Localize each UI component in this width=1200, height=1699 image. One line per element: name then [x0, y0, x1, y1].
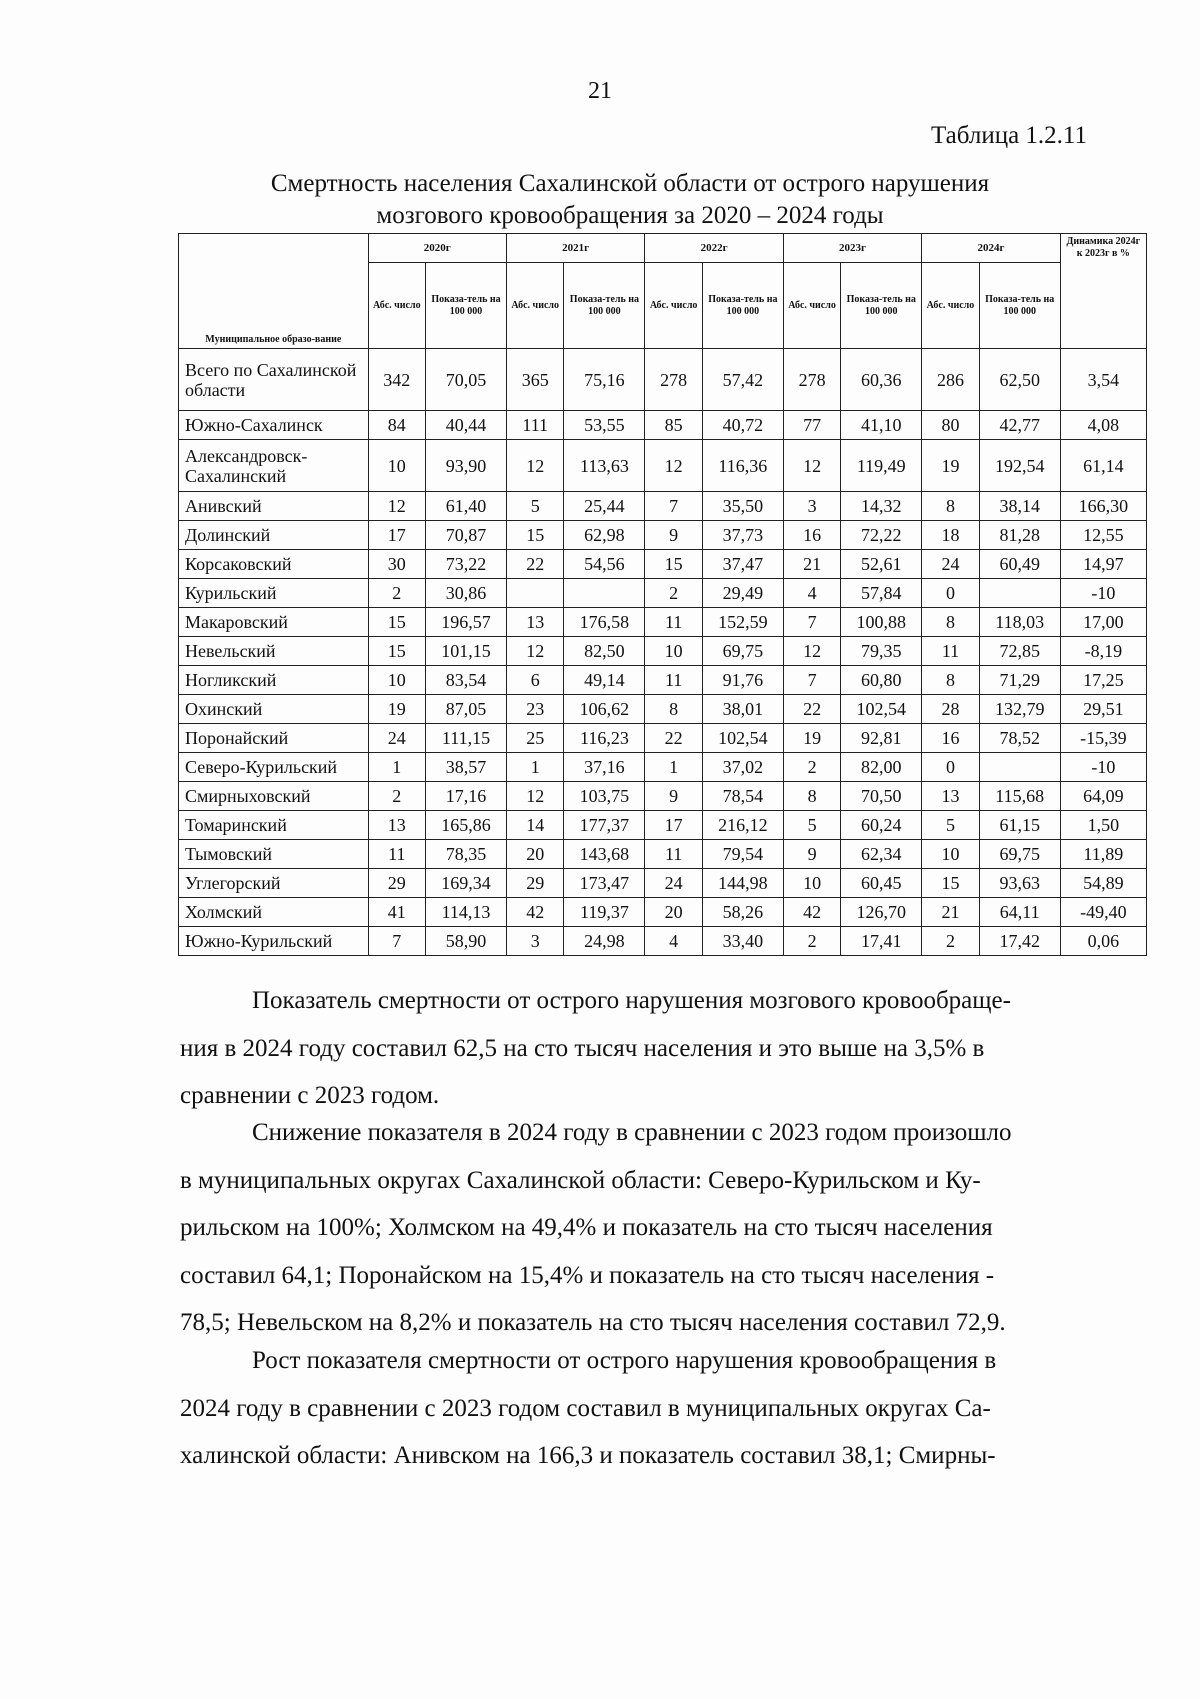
table-cell: 82,50 [564, 637, 645, 666]
municipality-name: Ногликский [179, 666, 369, 695]
table-cell: 11 [645, 666, 703, 695]
table-cell: 42 [506, 898, 564, 927]
table-cell: 38,57 [426, 753, 507, 782]
table-cell: 49,14 [564, 666, 645, 695]
table-cell: 2 [368, 782, 426, 811]
paragraph-line: сравнении с 2023 годом. [180, 1082, 440, 1109]
table-cell: 4,08 [1060, 411, 1146, 440]
table-cell: 111 [506, 411, 564, 440]
table-cell: 85 [645, 411, 703, 440]
table-cell: 15 [368, 637, 426, 666]
table-cell: 24 [368, 724, 426, 753]
table-title [180, 168, 1080, 232]
municipality-name: Поронайский [179, 724, 369, 753]
table-cell: 118,03 [979, 608, 1060, 637]
table-cell: 61,40 [426, 492, 507, 521]
table-cell: 278 [645, 349, 703, 411]
table-cell: 7 [783, 608, 841, 637]
table-cell: 2 [368, 579, 426, 608]
table-cell: 12 [645, 440, 703, 492]
table-cell: -10 [1060, 753, 1146, 782]
table-cell: 22 [506, 550, 564, 579]
table-cell: 84 [368, 411, 426, 440]
table-cell: 12 [783, 440, 841, 492]
table-cell: 92,81 [841, 724, 922, 753]
header-year-2020: 2020г [368, 234, 506, 263]
header-rate: Показа-тель на 100 000 [841, 263, 922, 349]
table-cell: 19 [783, 724, 841, 753]
table-cell: 54,56 [564, 550, 645, 579]
table-cell: 4 [645, 927, 703, 956]
table-cell: 111,15 [426, 724, 507, 753]
table-cell: 79,35 [841, 637, 922, 666]
table-cell: 21 [783, 550, 841, 579]
table-cell: 61,14 [1060, 440, 1146, 492]
table-cell: 152,59 [702, 608, 783, 637]
table-cell: 60,36 [841, 349, 922, 411]
table-cell: 33,40 [702, 927, 783, 956]
table-cell: 12,55 [1060, 521, 1146, 550]
table-cell: 82,00 [841, 753, 922, 782]
paragraph-2 [180, 1109, 1120, 1347]
header-abs: Абс. число [922, 263, 980, 349]
table-cell: 42 [783, 898, 841, 927]
table-row [179, 349, 1147, 411]
table-cell: 119,49 [841, 440, 922, 492]
table-cell: 72,85 [979, 637, 1060, 666]
paragraph-line: рильском на 100%; Холмском на 49,4% и показатель на сто тысяч населения [180, 1214, 993, 1241]
header-abs: Абс. число [368, 263, 426, 349]
table-cell: 196,57 [426, 608, 507, 637]
table-cell: 342 [368, 349, 426, 411]
table-cell: 6 [506, 666, 564, 695]
table-cell: 132,79 [979, 695, 1060, 724]
paragraph-line: халинской области: Анивском на 166,3 и показатель составил 38,1; Смирны- [180, 1442, 996, 1469]
table-cell: 3 [506, 927, 564, 956]
municipality-name: Углегорский [179, 869, 369, 898]
table-cell: 24 [922, 550, 980, 579]
table-cell: 83,54 [426, 666, 507, 695]
table-row [179, 440, 1147, 492]
table-cell: 78,52 [979, 724, 1060, 753]
table-cell: 15 [922, 869, 980, 898]
table-cell: 1 [645, 753, 703, 782]
table-cell: 69,75 [702, 637, 783, 666]
table-cell: 20 [645, 898, 703, 927]
table-cell: 93,90 [426, 440, 507, 492]
table-cell: 13 [368, 811, 426, 840]
table-cell: 71,29 [979, 666, 1060, 695]
table-cell: 60,45 [841, 869, 922, 898]
table-cell: 12 [506, 782, 564, 811]
table-cell: 13 [922, 782, 980, 811]
table-cell: 75,16 [564, 349, 645, 411]
table-cell: 11 [368, 840, 426, 869]
table-cell: 17,25 [1060, 666, 1146, 695]
table-cell: 29,49 [702, 579, 783, 608]
table-cell: 166,30 [1060, 492, 1146, 521]
table-cell: 3,54 [1060, 349, 1146, 411]
table-cell: 19 [922, 440, 980, 492]
table-cell: 15 [506, 521, 564, 550]
table-cell: 100,88 [841, 608, 922, 637]
municipality-name: Северо-Курильский [179, 753, 369, 782]
municipality-name: Курильский [179, 579, 369, 608]
table-cell: 7 [368, 927, 426, 956]
table-cell: 10 [368, 440, 426, 492]
header-abs: Абс. число [506, 263, 564, 349]
table-cell: 0 [922, 579, 980, 608]
table-cell: 60,24 [841, 811, 922, 840]
table-cell: 4 [783, 579, 841, 608]
table-cell: 17 [368, 521, 426, 550]
table-cell: 1,50 [1060, 811, 1146, 840]
table-cell: 12 [783, 637, 841, 666]
table-cell: 62,34 [841, 840, 922, 869]
table-cell: 37,47 [702, 550, 783, 579]
table-cell: 106,62 [564, 695, 645, 724]
table-cell: 17,16 [426, 782, 507, 811]
table-cell: 169,34 [426, 869, 507, 898]
table-cell: 20 [506, 840, 564, 869]
header-rate: Показа-тель на 100 000 [426, 263, 507, 349]
table-cell: 17 [645, 811, 703, 840]
table-title-line-1: Смертность населения Сахалинской области от острого нарушения [270, 170, 990, 197]
table-cell: 72,22 [841, 521, 922, 550]
table-cell: 9 [645, 782, 703, 811]
municipality-name: Александровск-Сахалинский [179, 440, 369, 492]
municipality-name: Смирныховский [179, 782, 369, 811]
paragraph-line: Показатель смертности от острого нарушения мозгового кровообраще- [252, 987, 1011, 1014]
table-cell: 15 [368, 608, 426, 637]
table-cell: 87,05 [426, 695, 507, 724]
table-cell: 17,00 [1060, 608, 1146, 637]
table-cell: 53,55 [564, 411, 645, 440]
table-cell: 78,35 [426, 840, 507, 869]
table-cell: 52,61 [841, 550, 922, 579]
table-cell: 14,97 [1060, 550, 1146, 579]
table-cell: 18 [922, 521, 980, 550]
table-cell: 192,54 [979, 440, 1060, 492]
municipality-name: Тымовский [179, 840, 369, 869]
table-cell: 61,15 [979, 811, 1060, 840]
municipality-name: Южно-Сахалинск [179, 411, 369, 440]
municipality-name: Томаринский [179, 811, 369, 840]
table-cell: 58,90 [426, 927, 507, 956]
table-cell: 30 [368, 550, 426, 579]
table-cell: 81,28 [979, 521, 1060, 550]
table-cell: 70,05 [426, 349, 507, 411]
table-cell: 73,22 [426, 550, 507, 579]
table-label: Таблица 1.2.11 [931, 122, 1087, 149]
table-cell: 173,47 [564, 869, 645, 898]
table-cell: 1 [368, 753, 426, 782]
table-cell: 11 [645, 608, 703, 637]
table-cell: 41,10 [841, 411, 922, 440]
table-row [179, 492, 1147, 521]
table-cell: 126,70 [841, 898, 922, 927]
table-cell: 29 [368, 869, 426, 898]
table-cell: 116,36 [702, 440, 783, 492]
table-cell: 116,23 [564, 724, 645, 753]
table-cell: 24,98 [564, 927, 645, 956]
table-cell: 5 [506, 492, 564, 521]
table-cell: 8 [922, 608, 980, 637]
table-cell: 16 [783, 521, 841, 550]
table-cell: 77 [783, 411, 841, 440]
table-cell: 40,44 [426, 411, 507, 440]
municipality-name: Холмский [179, 898, 369, 927]
table-cell: 29,51 [1060, 695, 1146, 724]
table-cell: 177,37 [564, 811, 645, 840]
table-row [179, 782, 1147, 811]
table-cell: 15 [645, 550, 703, 579]
table-row [179, 840, 1147, 869]
table-cell: 102,54 [841, 695, 922, 724]
table-cell: 22 [645, 724, 703, 753]
table-cell: 9 [645, 521, 703, 550]
table-cell: 38,14 [979, 492, 1060, 521]
table-cell: 70,87 [426, 521, 507, 550]
table-row [179, 695, 1147, 724]
table-row [179, 666, 1147, 695]
table-cell: 10 [783, 869, 841, 898]
table-cell: 5 [783, 811, 841, 840]
table-cell: 24 [645, 869, 703, 898]
municipality-name: Невельский [179, 637, 369, 666]
table-cell: 41 [368, 898, 426, 927]
table-row [179, 521, 1147, 550]
table-cell: 8 [922, 666, 980, 695]
municipality-name: Макаровский [179, 608, 369, 637]
table-cell: 10 [368, 666, 426, 695]
page-number: 21 [588, 78, 612, 104]
table-cell: 78,54 [702, 782, 783, 811]
table-cell [564, 579, 645, 608]
table-cell [979, 579, 1060, 608]
table-cell: 8 [645, 695, 703, 724]
table-cell: -8,19 [1060, 637, 1146, 666]
table-cell: 10 [645, 637, 703, 666]
table-cell: 42,77 [979, 411, 1060, 440]
table-cell: 37,02 [702, 753, 783, 782]
paragraph-line: 78,5; Невельском на 8,2% и показатель на сто тысяч населения составил 72,9. [180, 1309, 1006, 1336]
table-title-line-2: мозгового кровообращения за 2020 – 2024 годы [376, 202, 884, 229]
table-cell: 13 [506, 608, 564, 637]
table-cell: 144,98 [702, 869, 783, 898]
table-cell: 64,11 [979, 898, 1060, 927]
table-row [179, 579, 1147, 608]
table-cell: 37,16 [564, 753, 645, 782]
table-cell: 286 [922, 349, 980, 411]
table-cell: 119,37 [564, 898, 645, 927]
table-cell: 115,68 [979, 782, 1060, 811]
header-rate: Показа-тель на 100 000 [564, 263, 645, 349]
table-cell: -15,39 [1060, 724, 1146, 753]
table-cell: 114,13 [426, 898, 507, 927]
table-cell: 29 [506, 869, 564, 898]
table-cell: 93,63 [979, 869, 1060, 898]
table-cell: 91,76 [702, 666, 783, 695]
table-cell: 102,54 [702, 724, 783, 753]
table-cell: 28 [922, 695, 980, 724]
table-cell: -10 [1060, 579, 1146, 608]
table-row [179, 811, 1147, 840]
header-year-2021: 2021г [506, 234, 644, 263]
table-cell: 40,72 [702, 411, 783, 440]
table-cell [979, 753, 1060, 782]
table-row [179, 869, 1147, 898]
header-rate: Показа-тель на 100 000 [702, 263, 783, 349]
table-cell: 12 [506, 440, 564, 492]
table-cell: 30,86 [426, 579, 507, 608]
table-cell: 14,32 [841, 492, 922, 521]
table-cell: 9 [783, 840, 841, 869]
table-cell: 64,09 [1060, 782, 1146, 811]
table-cell: 7 [783, 666, 841, 695]
table-cell: 57,42 [702, 349, 783, 411]
table-row [179, 550, 1147, 579]
table-cell: 16 [922, 724, 980, 753]
header-year-2023: 2023г [783, 234, 921, 263]
table-cell: 101,15 [426, 637, 507, 666]
paragraph-line: Снижение показателя в 2024 году в сравнении с 2023 годом произошло [252, 1119, 1012, 1146]
header-municipality: Муниципальное образо-вание [179, 234, 369, 349]
municipality-name: Долинский [179, 521, 369, 550]
table-row [179, 753, 1147, 782]
table-cell: 69,75 [979, 840, 1060, 869]
paragraph-line: Рост показателя смертности от острого нарушения кровообращения в [252, 1347, 997, 1374]
mortality-table [178, 233, 1147, 956]
table-cell: 2 [922, 927, 980, 956]
table-body [179, 349, 1147, 956]
table-cell: -49,40 [1060, 898, 1146, 927]
table-cell: 1 [506, 753, 564, 782]
table-cell: 19 [368, 695, 426, 724]
table-cell: 35,50 [702, 492, 783, 521]
header-year-2022: 2022г [645, 234, 783, 263]
table-cell: 62,98 [564, 521, 645, 550]
table-cell: 12 [506, 637, 564, 666]
table-cell: 0 [922, 753, 980, 782]
table-cell: 62,50 [979, 349, 1060, 411]
municipality-name: Всего по Сахалинской области [179, 349, 369, 411]
table-cell: 113,63 [564, 440, 645, 492]
table-cell: 278 [783, 349, 841, 411]
municipality-name: Анивский [179, 492, 369, 521]
table-cell: 8 [922, 492, 980, 521]
table-cell: 25 [506, 724, 564, 753]
table-cell: 21 [922, 898, 980, 927]
table-cell: 57,84 [841, 579, 922, 608]
table-cell: 7 [645, 492, 703, 521]
table-cell: 143,68 [564, 840, 645, 869]
municipality-name: Корсаковский [179, 550, 369, 579]
table-cell: 8 [783, 782, 841, 811]
table-cell: 25,44 [564, 492, 645, 521]
paragraph-line: составил 64,1; Поронайском на 15,4% и показатель на сто тысяч населения - [180, 1261, 995, 1289]
header-abs: Абс. число [645, 263, 703, 349]
table-cell: 14 [506, 811, 564, 840]
paragraph-1 [180, 977, 1120, 1120]
table-row [179, 927, 1147, 956]
table-cell: 80 [922, 411, 980, 440]
municipality-name: Охинский [179, 695, 369, 724]
table-row [179, 608, 1147, 637]
table-cell: 54,89 [1060, 869, 1146, 898]
table-cell: 3 [783, 492, 841, 521]
table-cell: 5 [922, 811, 980, 840]
table-cell: 2 [783, 927, 841, 956]
header-rate: Показа-тель на 100 000 [979, 263, 1060, 349]
table-cell: 2 [783, 753, 841, 782]
table-cell: 365 [506, 349, 564, 411]
table-row [179, 637, 1147, 666]
header-year-2024: 2024г [922, 234, 1060, 263]
table-cell: 22 [783, 695, 841, 724]
table-cell: 60,80 [841, 666, 922, 695]
table-cell: 70,50 [841, 782, 922, 811]
table-cell: 23 [506, 695, 564, 724]
paragraph-line: ния в 2024 году составил 62,5 на сто тысяч населения и это выше на 3,5% в [180, 1034, 985, 1062]
table-cell: 37,73 [702, 521, 783, 550]
paragraph-line: в муниципальных округах Сахалинской области: Северо-Курильском и Ку- [180, 1166, 981, 1194]
paragraph-3 [180, 1337, 1120, 1480]
table-cell: 165,86 [426, 811, 507, 840]
header-abs: Абс. число [783, 263, 841, 349]
table-cell: 11,89 [1060, 840, 1146, 869]
table-cell: 216,12 [702, 811, 783, 840]
table-cell: 17,41 [841, 927, 922, 956]
table-cell: 0,06 [1060, 927, 1146, 956]
table-cell: 10 [922, 840, 980, 869]
table-cell: 58,26 [702, 898, 783, 927]
table-row [179, 898, 1147, 927]
table-cell: 38,01 [702, 695, 783, 724]
table-cell: 176,58 [564, 608, 645, 637]
municipality-name: Южно-Курильский [179, 927, 369, 956]
table-cell [506, 579, 564, 608]
table-cell: 11 [922, 637, 980, 666]
table-cell: 17,42 [979, 927, 1060, 956]
table-row [179, 411, 1147, 440]
header-dynamics: Динамика 2024г к 2023г в % [1060, 234, 1146, 349]
table-cell: 12 [368, 492, 426, 521]
paragraph-line: 2024 году в сравнении с 2023 годом составил в муниципальных округах Са- [180, 1394, 991, 1422]
table-cell: 103,75 [564, 782, 645, 811]
table-cell: 60,49 [979, 550, 1060, 579]
table-row [179, 724, 1147, 753]
table-cell: 2 [645, 579, 703, 608]
table-cell: 11 [645, 840, 703, 869]
table-cell: 79,54 [702, 840, 783, 869]
